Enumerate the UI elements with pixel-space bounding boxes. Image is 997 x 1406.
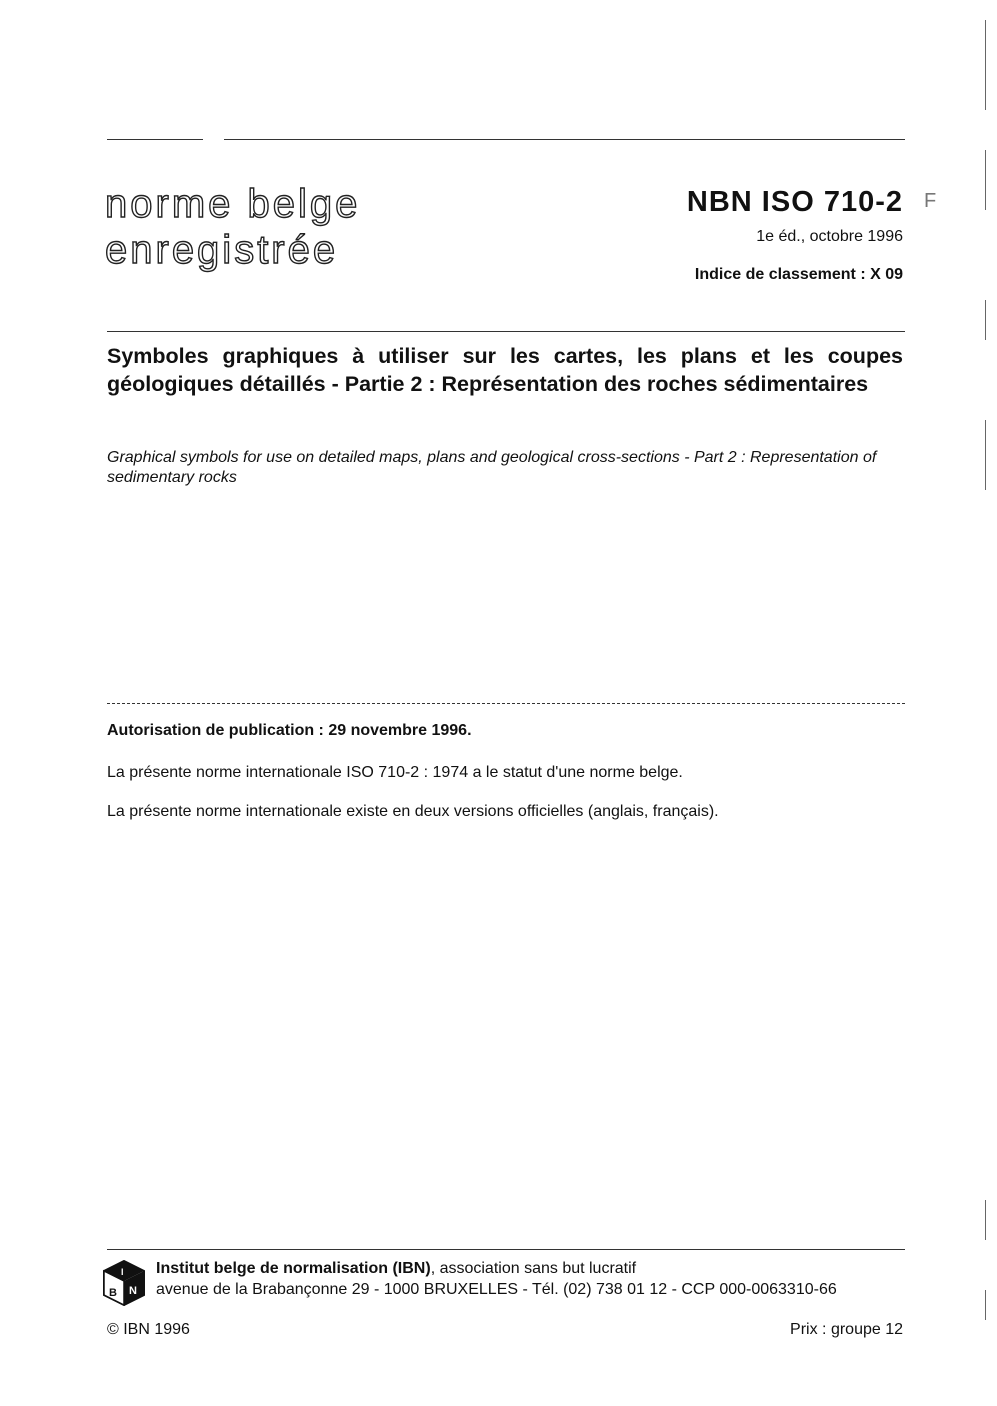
scan-edge-mark bbox=[985, 1290, 986, 1320]
ibn-logo bbox=[102, 1260, 146, 1306]
scan-edge-mark bbox=[985, 300, 986, 340]
versions-paragraph: La présente norme internationale existe en deux versions officielles (anglais, français). bbox=[107, 803, 719, 820]
organization-name: Institut belge de normalisation (IBN) bbox=[156, 1260, 431, 1277]
title-rule bbox=[107, 331, 905, 332]
status-paragraph: La présente norme internationale ISO 710-2 : 1974 a le statut d'une norme belge. bbox=[107, 764, 683, 781]
svg-text:I: I bbox=[121, 1267, 124, 1277]
standard-number: NBN ISO 710-2 bbox=[686, 186, 903, 218]
outline-title-line-1: norme belge bbox=[105, 182, 361, 226]
edition: 1e éd., octobre 1996 bbox=[756, 228, 903, 245]
outline-title-line-2: enregistrée bbox=[105, 228, 339, 272]
scan-edge-mark bbox=[985, 420, 986, 490]
publication-authorisation: Autorisation de publication : 29 novembre 1996. bbox=[107, 722, 472, 739]
scan-edge-mark bbox=[985, 150, 986, 210]
document-title-french: Symboles graphiques à utiliser sur les cartes, les plans et les coupes géologiques détaillés - Partie 2 : Représentation des roches sédimentaires bbox=[107, 344, 903, 396]
svg-text:B: B bbox=[109, 1287, 117, 1299]
footer-organization bbox=[156, 1260, 636, 1278]
footer-address: avenue de la Brabançonne 29 - 1000 BRUXELLES - Tél. (02) 738 01 12 - CCP 000-0063310-66 bbox=[156, 1281, 837, 1298]
footer-rule bbox=[107, 1249, 905, 1250]
top-rule-left bbox=[107, 139, 203, 140]
scan-edge-mark bbox=[985, 20, 986, 110]
top-rule-right bbox=[224, 139, 905, 140]
scan-edge-mark bbox=[985, 1200, 986, 1240]
svg-text:N: N bbox=[129, 1285, 137, 1297]
price-group: Prix : groupe 12 bbox=[790, 1321, 903, 1338]
classification-index: Indice de classement : X 09 bbox=[694, 266, 903, 283]
copyright: © IBN 1996 bbox=[107, 1321, 190, 1338]
publication-rule bbox=[107, 703, 905, 704]
organization-suffix: , association sans but lucratif bbox=[430, 1260, 637, 1277]
language-mark: F bbox=[924, 190, 937, 212]
document-title-english: Graphical symbols for use on detailed maps, plans and geological cross-sections - Part 2 : Representation of sedimentary rocks bbox=[107, 449, 877, 486]
